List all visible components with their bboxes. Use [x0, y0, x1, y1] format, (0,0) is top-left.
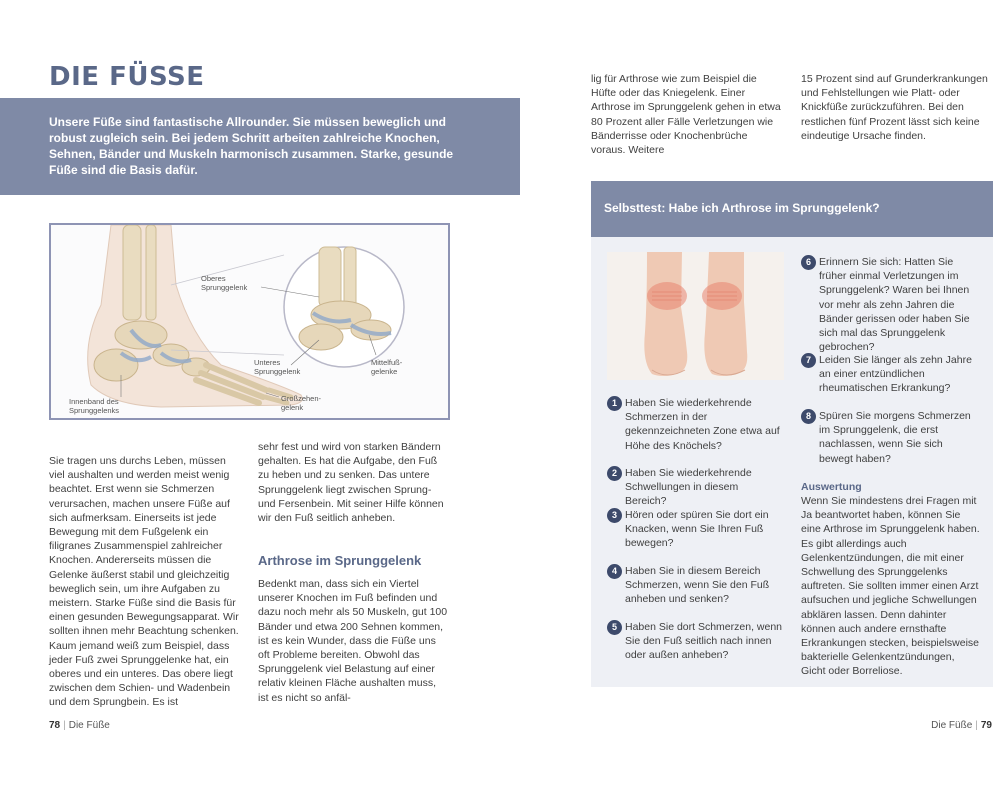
question-5: 5 Haben Sie dort Schmerzen, wenn Sie den Fuß seitlich nach innen oder außen anheben? [607, 620, 782, 663]
page-number-right: 79 [980, 720, 992, 731]
feet-photo [607, 252, 784, 380]
question-number-badge: 1 [607, 396, 622, 411]
question-number-badge: 3 [607, 508, 622, 523]
question-number-badge: 5 [607, 620, 622, 635]
question-number-badge: 2 [607, 466, 622, 481]
selbsttest-title: Selbsttest: Habe ich Arthrose im Sprunggelenk? [604, 201, 880, 215]
label-mittelfussgelenke: Mittelfuß- gelenke [371, 358, 403, 376]
question-6: 6 Erinnern Sie sich: Hatten Sie früher einmal Verletzungen im Sprunggelenk? Waren bei Ihnen vor mehr als zehn Jahren die Bänder gerissen oder haben Sie sich mal das Sprunggelenk gebrochen? [801, 255, 976, 354]
body-text-right-1: lig für Arthrose wie zum Beispiel die Hüfte oder das Kniegelenk. Einer Arthrose im Sprunggelenk gehen in etwa 80 Prozent aller Fälle Verletzungen wie Bänderrisse oder Knochenbrüche voraus. Weitere [591, 73, 781, 157]
question-2: 2 Haben Sie wiederkehrende Schwellungen in diesem Bereich? [607, 466, 782, 509]
question-number-badge: 8 [801, 409, 816, 424]
label-unteres-sprunggelenk: Unteres Sprunggelenk [254, 358, 301, 376]
question-number-badge: 7 [801, 353, 816, 368]
footer-left-title: Die Füße [68, 720, 110, 731]
question-3: 3 Hören oder spüren Sie dort ein Knacken, wenn Sie Ihren Fuß bewegen? [607, 508, 782, 551]
footer-left: 78 | Die Füße [49, 720, 110, 731]
subheading-arthrose: Arthrose im Sprunggelenk [258, 553, 422, 568]
page-title: DIE FÜSSE [49, 62, 205, 92]
question-number-badge: 4 [607, 564, 622, 579]
intro-text: Unsere Füße sind fantastische Allrounder. Sie müssen beweglich und robust zugleich sein. Bei jedem Schritt arbeiten zahlreiche Knochen, Sehnen, Bänder und Muskeln harmonisch zusammen. Starke, gesunde Füße sind die Basis dafür. [49, 115, 454, 177]
footer-right-title: Die Füße [931, 720, 973, 731]
body-text-left-3: Bedenkt man, dass sich ein Viertel unserer Knochen im Fuß befinden und dazu noch mehr als 50 Muskeln, gut 100 Bänder und etwa 200 Sehnen kommen, ist es kein Wunder, dass die Füße uns oft Probleme bereiten. Obwohl das Sprunggelenk viel Belastung auf einer relativ kleinen Fläche aushalten muss, ist es nicht so anfäl- [258, 578, 448, 704]
label-oberes-sprunggelenk: Oberes Sprunggelenk [201, 274, 248, 292]
question-4: 4 Haben Sie in diesem Bereich Schmerzen, wenn Sie den Fuß anheben und senken? [607, 564, 782, 607]
label-grosszehengelenk: Großzehen- gelenk [281, 394, 322, 412]
body-text-left-1: Sie tragen uns durchs Leben, müssen viel aushalten und werden meist wenig beachtet. Erst wenn sie Schmerzen verursachen, machen unsere Füße auf sich aufmerksam. Einerseits ist jede Bewegung mit dem Fußgelenk ein filigranes Zusammenspiel zahlreicher Knochen. Andererseits müssen die Gelenke äußerst stabil und gleichzeitig beweglich sein, um ihre Aufgaben zu meistern. Starke Füße sind die Basis für einen gesunden Bewegungsapparat. Wir sollten ihnen mehr Beachtung schenken. Kaum jemand weiß zum Beispiel, dass jeder Fuß zwei Sprunggelenke hat, ein oberes und ein unteres. Das obere liegt zwischen dem Schien- und Wadenbein und dem Sprungbein. Es ist [49, 455, 239, 709]
foot-illustration [51, 225, 448, 418]
evaluation-text: Wenn Sie mindestens drei Fragen mit Ja beantwortet haben, können Sie eine Arthrose im Sprunggelenk haben. Es gibt allerdings auch Gelenkentzündungen, die mit einer Schwellung des Sprunggelenks auftreten. Sie sollten immer einen Arzt aufsuchen und jegliche Schwellungen abklären lassen. Denn dahinter können auch andere ernsthafte Erkrankungen stecken, beispielsweise bakterielle Gelenkentzündungen, Gicht oder Borreliose. [801, 495, 980, 678]
question-number-badge: 6 [801, 255, 816, 270]
body-text-left-2: sehr fest und wird von starken Bändern gehalten. Es hat die Aufgabe, den Fuß zu heben und zu senken. Das untere Sprunggelenk liegt zwischen Sprung- und Fersenbein. Mit seiner Hilfe können wir den Fuß seitlich anheben. [258, 441, 444, 525]
page-number-left: 78 [49, 720, 61, 731]
footer-right: Die Füße | 79 [931, 720, 992, 731]
evaluation-heading: Auswertung [801, 481, 862, 493]
question-8: 8 Spüren Sie morgens Schmerzen im Sprunggelenk, die erst nachlassen, wenn Sie sich bewegt haben? [801, 409, 976, 466]
label-innenband: Innenband des Sprunggelenks [69, 397, 120, 415]
body-text-right-2: 15 Prozent sind auf Grunderkrankungen und Fehlstellungen wie Platt- oder Knickfüße zurückzuführen. Bei den restlichen fünf Prozent lässt sich keine eindeutige Ursache finden. [801, 73, 988, 142]
question-1: 1 Haben Sie wiederkehrende Schmerzen in der gekennzeichneten Zone etwa auf Höhe des Knöchels? [607, 396, 782, 453]
foot-anatomy-figure [49, 223, 450, 420]
question-7: 7 Leiden Sie länger als zehn Jahre an einer entzündlichen rheumatischen Erkrankung? [801, 353, 976, 396]
